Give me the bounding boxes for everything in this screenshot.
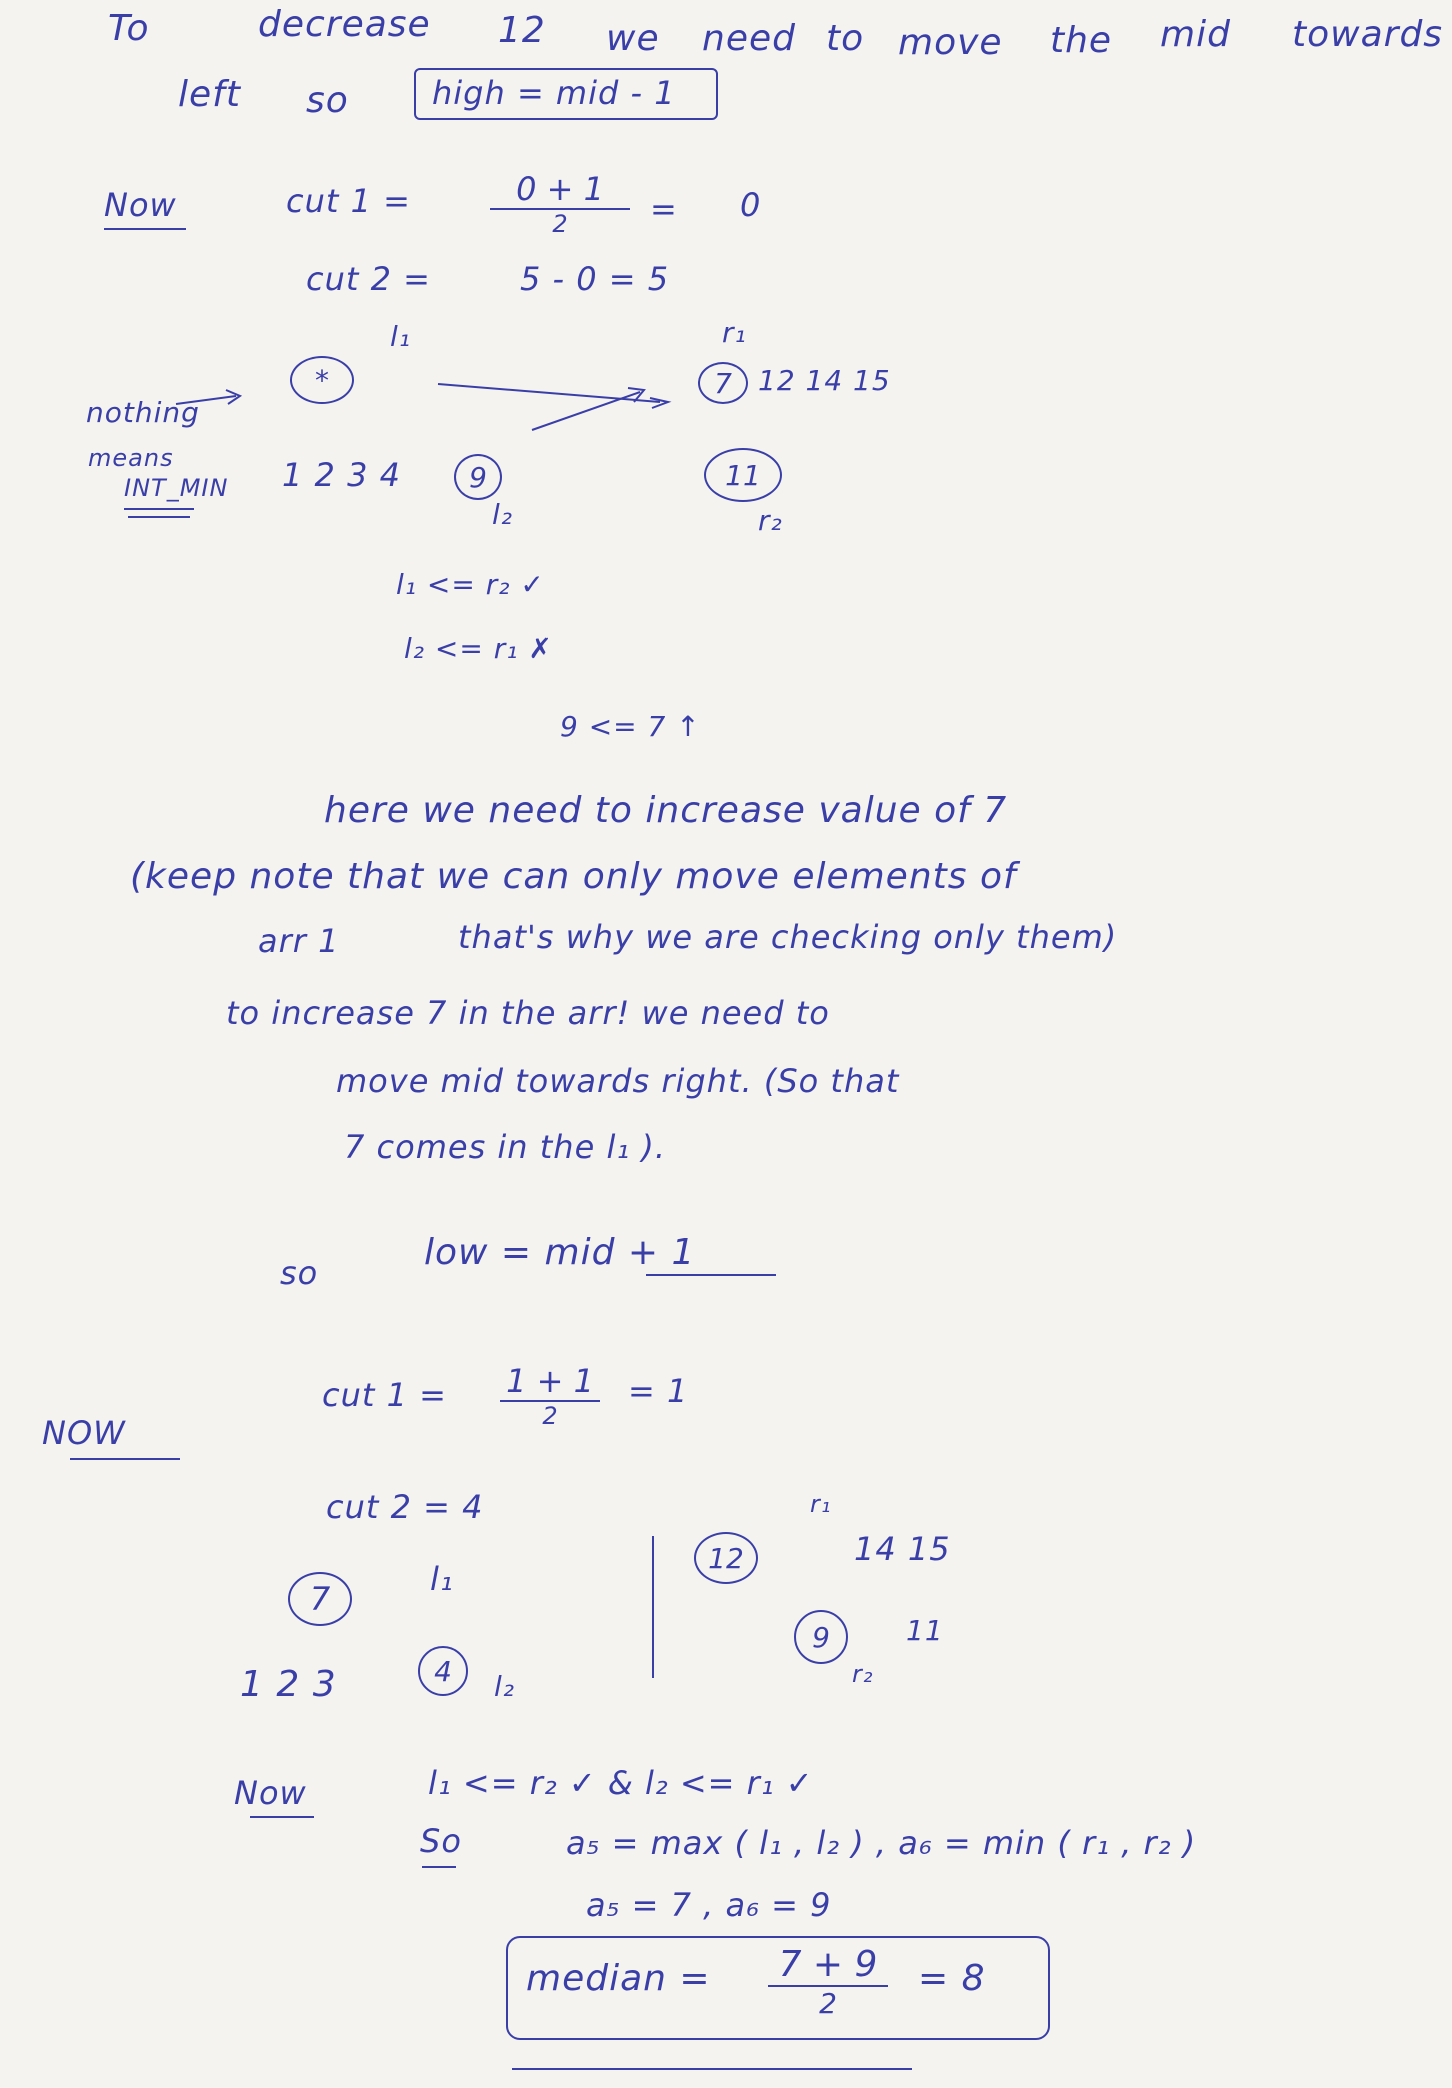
r1-label: r₁ [722, 316, 747, 349]
now-label-2: NOW [42, 1414, 126, 1452]
note-line-3: that's why we are checking only them) [458, 918, 1118, 956]
arrow-l1-to-r2 [438, 384, 660, 402]
check-l1-r2: l₁ <= r₂ ✓ [396, 568, 545, 601]
cut1-equals: = [650, 190, 678, 228]
note-line-6: 7 comes in the l₁ ). [344, 1128, 666, 1166]
four-value: 4 [434, 1654, 452, 1688]
word-so: so [306, 80, 349, 121]
note-arr1: arr 1 [258, 922, 340, 960]
note-line-1: here we need to increase value of 7 [324, 790, 1008, 831]
cut1-value: 0 [740, 186, 762, 224]
word-mid: mid [1160, 14, 1231, 55]
median-label: median = [526, 1958, 711, 1999]
word-decrease: decrease [258, 4, 431, 45]
r2-label: r₂ [758, 504, 783, 537]
nine-value: 9 [469, 460, 487, 494]
twelve-value: 12 [708, 1541, 744, 1575]
a5-a6-values: a₅ = 7 , a₆ = 9 [586, 1886, 832, 1924]
cut1-denominator-2: 2 [542, 1402, 558, 1430]
cut2-expression: 5 - 0 = 5 [520, 260, 670, 298]
l2-label-2: l₂ [494, 1670, 516, 1703]
cut1-denominator: 2 [552, 210, 568, 238]
arrow-l2-to-r1 [532, 392, 640, 430]
cut1-label: cut 1 = [286, 182, 411, 220]
arrow-head-1 [650, 398, 668, 408]
note-line-5: move mid towards right. (So that [336, 1062, 900, 1100]
arr2-values: 1 2 3 4 [282, 456, 401, 494]
median-result: = 8 [918, 1958, 986, 1999]
means-label: means [88, 444, 174, 472]
now-label-1: Now [104, 186, 177, 224]
eleven-value-2: 11 [906, 1614, 944, 1647]
seven-value: 7 [714, 366, 732, 400]
median-denominator: 2 [819, 1987, 837, 2020]
seven-value-2: 7 [309, 1580, 331, 1618]
high-equals-mid-minus-1: high = mid - 1 [432, 74, 676, 112]
nothing-label: nothing [86, 396, 200, 429]
arr2-left-values: 1 2 3 [240, 1664, 337, 1705]
arr1-rest: 12 14 15 [758, 364, 891, 397]
r1-label-2: r₁ [810, 1490, 832, 1518]
cut1-label-2: cut 1 = [322, 1376, 447, 1414]
word-towards: towards [1292, 14, 1444, 55]
check-l2-r1: l₂ <= r₁ ✗ [404, 632, 553, 665]
word-to-2: to [826, 18, 865, 59]
final-checks: l₁ <= r₂ ✓ & l₂ <= r₁ ✓ [428, 1764, 814, 1802]
eleven-value: 11 [725, 458, 761, 492]
note-line-2: (keep note that we can only move elements of [130, 856, 1017, 897]
cut1-numerator: 0 + 1 [490, 170, 630, 210]
word-we: we [606, 18, 660, 59]
number-12: 12 [498, 10, 546, 51]
note-line-4: to increase 7 in the arr! we need to [226, 994, 830, 1032]
cut2-label: cut 2 = [306, 260, 431, 298]
cut1-result-2: = 1 [628, 1372, 689, 1410]
so-label-1: so [280, 1254, 319, 1292]
cut1-numerator-2: 1 + 1 [500, 1362, 600, 1402]
now-label-3: Now [234, 1774, 307, 1812]
nothing-arrow [176, 396, 236, 404]
nine-value-2: 9 [812, 1620, 830, 1654]
arr1-right-values: 14 15 [854, 1530, 951, 1568]
median-numerator: 7 + 9 [768, 1944, 888, 1987]
word-left: left [178, 74, 241, 115]
l2-label: l₂ [492, 498, 514, 531]
compare-9-7: 9 <= 7 ↑ [560, 710, 701, 743]
word-move: move [898, 22, 1003, 63]
low-equals-mid-plus-1: low = mid + 1 [424, 1232, 696, 1273]
so-label-2: So [420, 1822, 462, 1860]
word-to: To [108, 8, 150, 49]
star-symbol: * [315, 363, 329, 397]
word-the: the [1050, 20, 1113, 61]
a5-a6-formula: a₅ = max ( l₁ , l₂ ) , a₆ = min ( r₁ , r₂ ) [566, 1824, 1197, 1862]
word-need: need [702, 18, 796, 59]
int-min-label: INT_MIN [124, 474, 229, 502]
cut2-label-2: cut 2 = 4 [326, 1488, 484, 1526]
l1-label: l₁ [390, 320, 412, 353]
r2-label-2: r₂ [852, 1660, 874, 1688]
l1-label-2: l₁ [430, 1560, 454, 1598]
